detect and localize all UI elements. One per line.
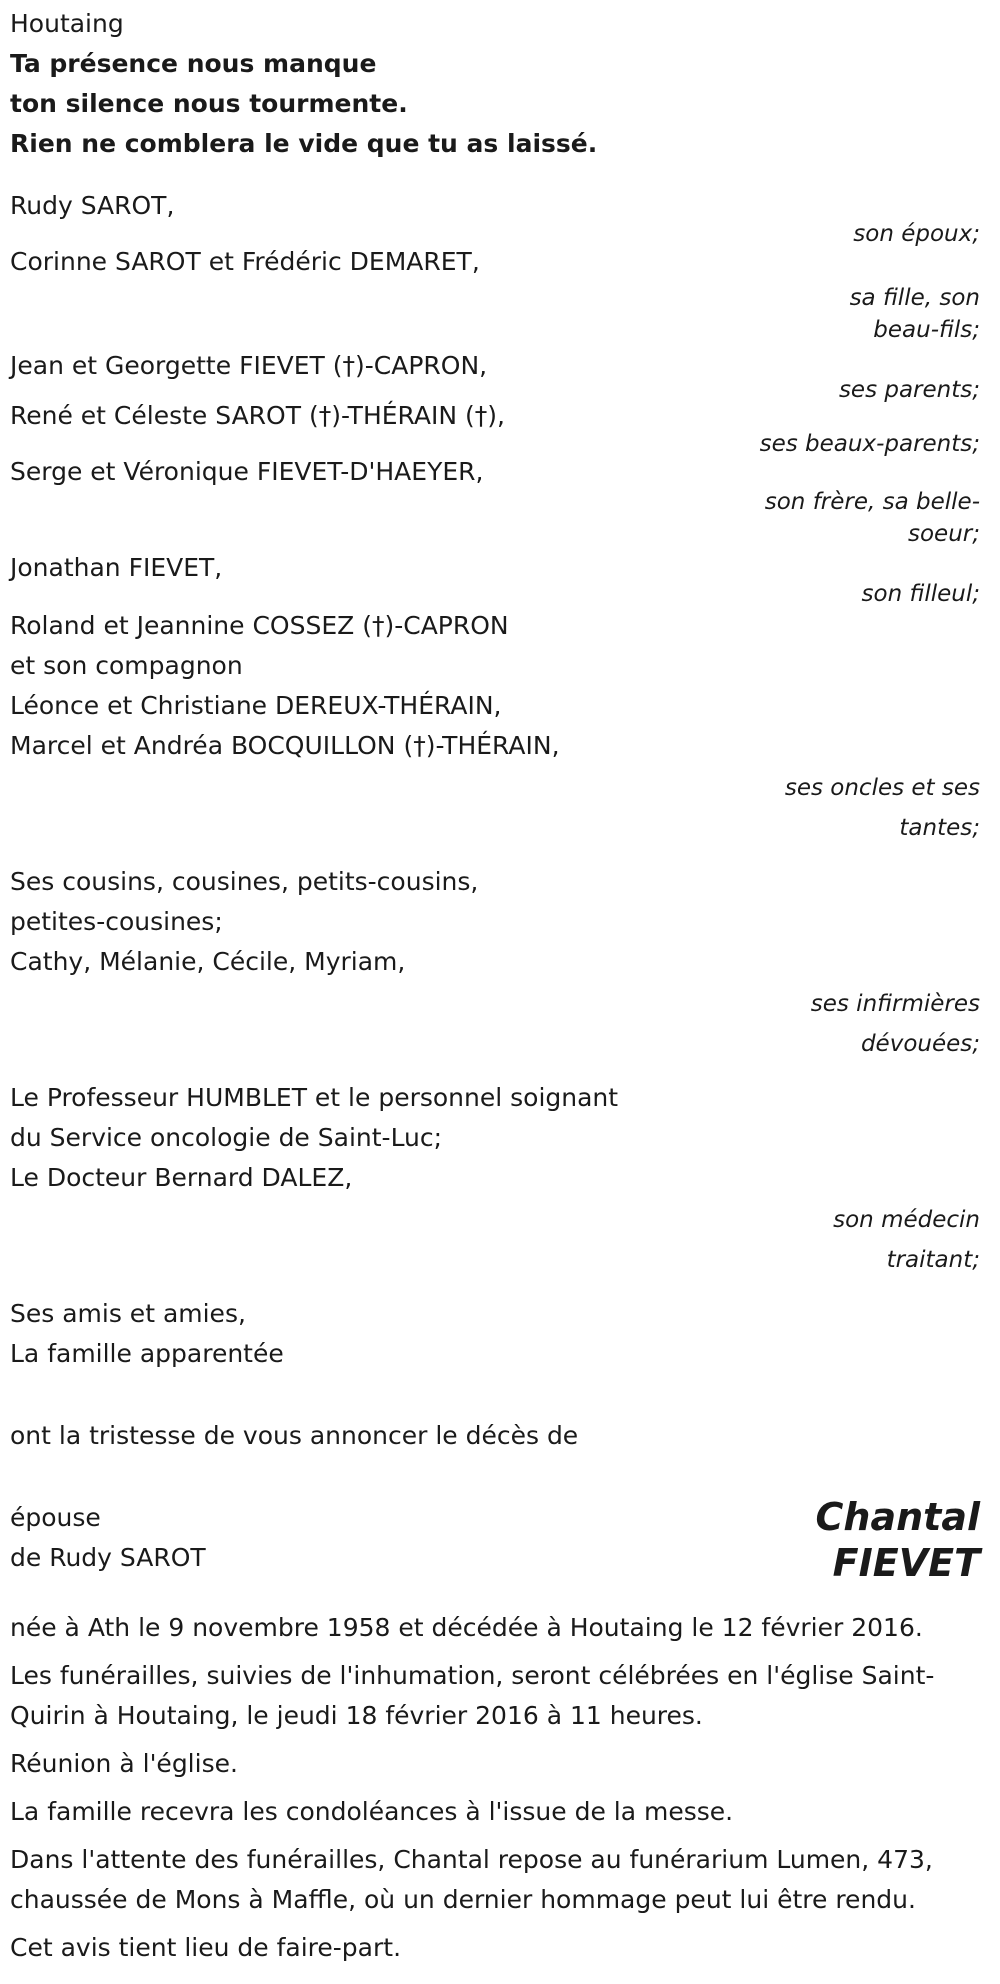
family-relation: sa fille, son beau-fils; xyxy=(849,285,980,343)
family-names: René et Céleste SAROT (†)-THÉRAIN (†), xyxy=(10,401,505,430)
family-names: Rudy SAROT, xyxy=(10,191,175,220)
family-entry xyxy=(10,862,980,1064)
family-names: Roland et Jeannine COSSEZ (†)-CAPRON et son compagnon Léonce et Christiane DEREUX-THÉRAIN, Marcel et Andréa BOCQUILLON (†)-THÉRAIN, xyxy=(10,611,560,760)
funeral-paragraph: Les funérailles, suivies de l'inhumation, seront célébrées en l'église Saint-Quirin à Houtaing, le jeudi 18 février 2016 à 11 heures. xyxy=(10,1661,935,1730)
condolences-paragraph: La famille recevra les condoléances à l'issue de la messe. xyxy=(10,1797,734,1826)
verse-line-2: ton silence nous tourmente. xyxy=(10,89,408,118)
family-names: Jean et Georgette FIEVET (†)-CAPRON, xyxy=(10,351,488,380)
family-relation: ses infirmières dévouées; xyxy=(810,991,980,1057)
deceased-last-name: FIEVET xyxy=(832,1541,980,1585)
family-relation: ses oncles et ses tantes; xyxy=(784,775,980,841)
location: Houtaing xyxy=(10,9,124,38)
family-names: Ses cousins, cousines, petits-cousins, petites-cousines; Cathy, Mélanie, Cécile, Myriam, xyxy=(10,867,479,976)
deceased-block xyxy=(10,1494,980,1586)
family-relation: ses parents; xyxy=(838,377,980,403)
family-names: Serge et Véronique FIEVET-D'HAEYER, xyxy=(10,457,484,486)
family-relation: son frère, sa belle- soeur; xyxy=(764,489,980,547)
family-names: Ses amis et amies, La famille apparentée xyxy=(10,1299,284,1368)
deceased-first-name: Chantal xyxy=(815,1495,980,1539)
family-relation: son médecin traitant; xyxy=(833,1207,980,1273)
family-relation: ses beaux-parents; xyxy=(759,431,980,457)
family-entry xyxy=(10,1078,980,1280)
family-names: Le Professeur HUMBLET et le personnel soignant du Service oncologie de Saint-Luc; Le Docteur Bernard DALEZ, xyxy=(10,1083,619,1192)
family-entry xyxy=(10,242,980,350)
verse-line-1: Ta présence nous manque xyxy=(10,49,377,78)
family-entry xyxy=(10,452,980,554)
funerarium-paragraph: Dans l'attente des funérailles, Chantal repose au funérarium Lumen, 473, chaussée de Mons à Maffle, où un dernier hommage peut lui être rendu. xyxy=(10,1845,933,1914)
family-names: Jonathan FIEVET, xyxy=(10,553,223,582)
family-entry xyxy=(10,548,980,614)
family-entry xyxy=(10,1294,980,1374)
closing-paragraph: Cet avis tient lieu de faire-part. xyxy=(10,1933,402,1962)
spouse-lines: épouse de Rudy SAROT xyxy=(10,1503,206,1572)
family-relation: son filleul; xyxy=(861,581,980,607)
birth-death-paragraph: née à Ath le 9 novembre 1958 et décédée à Houtaing le 12 février 2016. xyxy=(10,1613,923,1642)
verse-line-3: Rien ne comblera le vide que tu as laissé. xyxy=(10,129,598,158)
reunion-paragraph: Réunion à l'église. xyxy=(10,1749,238,1778)
family-relation: son époux; xyxy=(853,221,980,247)
family-entry xyxy=(10,606,980,848)
family-names: Corinne SAROT et Frédéric DEMARET, xyxy=(10,247,480,276)
announcement: ont la tristesse de vous annoncer le décès de xyxy=(10,1421,579,1450)
deceased-name xyxy=(816,1494,980,1586)
